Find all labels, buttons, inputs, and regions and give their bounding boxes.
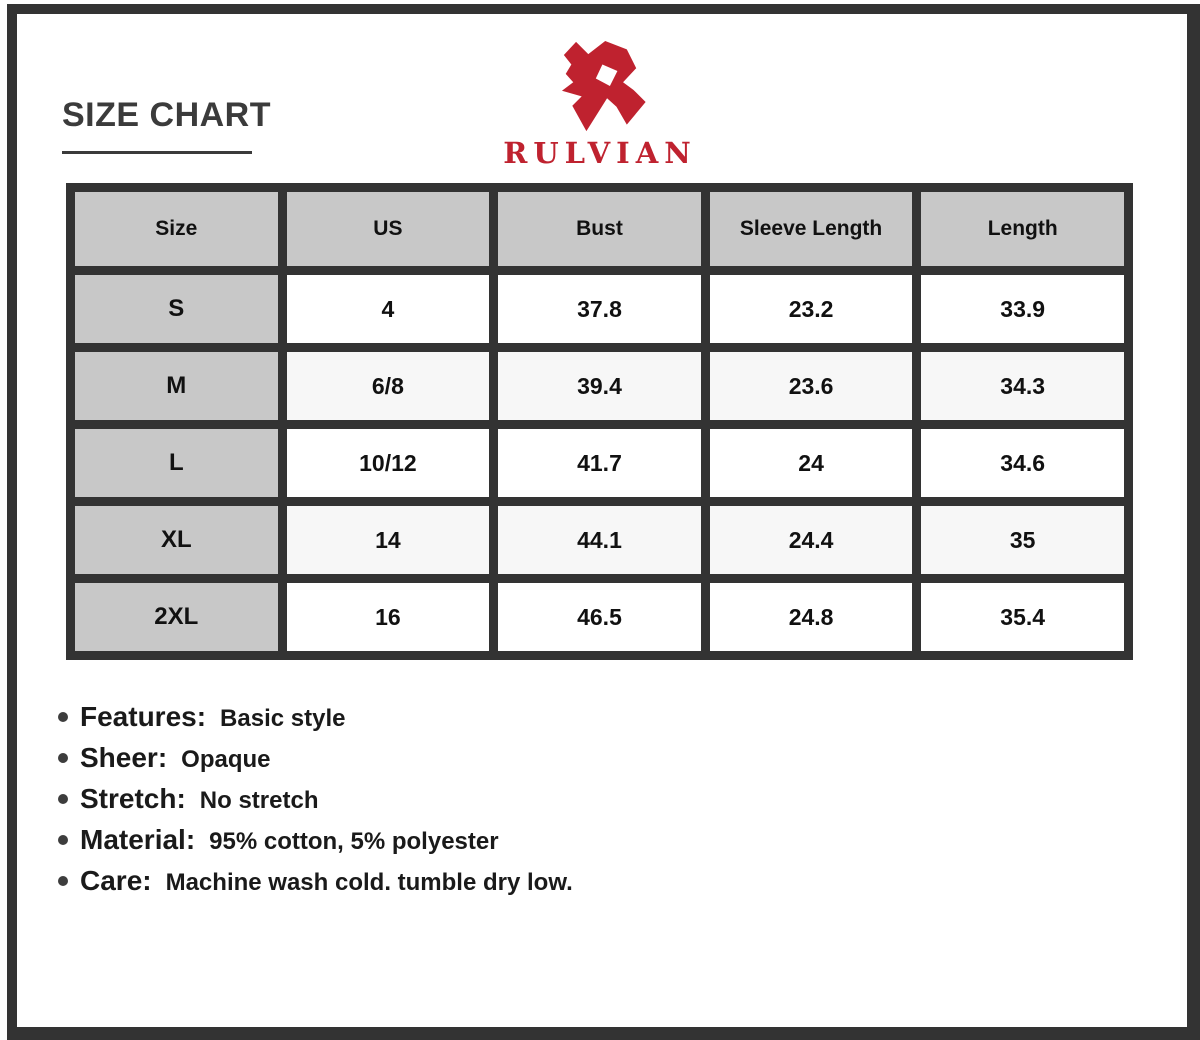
- table-header-row: [75, 192, 1124, 266]
- table-cell: 34.6: [921, 429, 1124, 497]
- bullet-dot-icon: [58, 835, 68, 845]
- table-cell-size: 2XL: [75, 583, 278, 651]
- table-cell-size: M: [75, 352, 278, 420]
- detail-value: Machine wash cold. tumble dry low.: [165, 869, 573, 896]
- detail-item-features: [58, 701, 573, 733]
- detail-item-stretch: [58, 783, 573, 815]
- bullet-dot-icon: [58, 794, 68, 804]
- detail-value: Basic style: [220, 705, 346, 732]
- table-cell: 4: [287, 275, 490, 343]
- table-row: [75, 352, 1124, 420]
- bullet-dot-icon: [58, 753, 68, 763]
- detail-value: 95% cotton, 5% polyester: [209, 828, 499, 855]
- bullet-dot-icon: [58, 712, 68, 722]
- table-cell: 6/8: [287, 352, 490, 420]
- header-cell-sleeve: Sleeve Length: [710, 192, 913, 266]
- table-cell: 24.4: [710, 506, 913, 574]
- table-cell: 23.2: [710, 275, 913, 343]
- table-cell: 33.9: [921, 275, 1124, 343]
- detail-item-sheer: [58, 742, 573, 774]
- detail-label: Care:: [80, 865, 152, 896]
- table-cell: 35: [921, 506, 1124, 574]
- detail-label: Features:: [80, 701, 207, 732]
- page-title: SIZE CHART: [62, 96, 271, 134]
- table-cell: 37.8: [498, 275, 701, 343]
- detail-value: No stretch: [199, 787, 319, 814]
- product-details-list: [58, 701, 573, 906]
- table-row: [75, 275, 1124, 343]
- table-cell: 34.3: [921, 352, 1124, 420]
- table-cell: 16: [287, 583, 490, 651]
- table-cell-size: L: [75, 429, 278, 497]
- brand-wordmark: RULVIAN: [503, 136, 697, 170]
- table-row: [75, 506, 1124, 574]
- table-row: [75, 429, 1124, 497]
- header-cell-size: Size: [75, 192, 278, 266]
- bullet-dot-icon: [58, 876, 68, 886]
- detail-label: Sheer:: [80, 742, 168, 773]
- header-cell-length: Length: [921, 192, 1124, 266]
- table-cell: 39.4: [498, 352, 701, 420]
- table-cell: 24.8: [710, 583, 913, 651]
- detail-label: Material:: [80, 824, 196, 855]
- table-cell: 14: [287, 506, 490, 574]
- table-cell: 44.1: [498, 506, 701, 574]
- table-row: [75, 583, 1124, 651]
- table-cell: 35.4: [921, 583, 1124, 651]
- detail-label: Stretch:: [80, 783, 186, 814]
- table-cell: 46.5: [498, 583, 701, 651]
- table-cell-size: XL: [75, 506, 278, 574]
- table-cell-size: S: [75, 275, 278, 343]
- size-chart-table: [66, 183, 1133, 660]
- header-cell-bust: Bust: [498, 192, 701, 266]
- detail-value: Opaque: [181, 746, 271, 773]
- brand-logo: [0, 40, 1200, 170]
- table-cell: 24: [710, 429, 913, 497]
- header-cell-us: US: [287, 192, 490, 266]
- table-cell: 23.6: [710, 352, 913, 420]
- rulvian-r-monogram-icon: [552, 40, 649, 134]
- detail-item-material: [58, 824, 573, 856]
- detail-item-care: [58, 865, 573, 897]
- table-cell: 41.7: [498, 429, 701, 497]
- table-cell: 10/12: [287, 429, 490, 497]
